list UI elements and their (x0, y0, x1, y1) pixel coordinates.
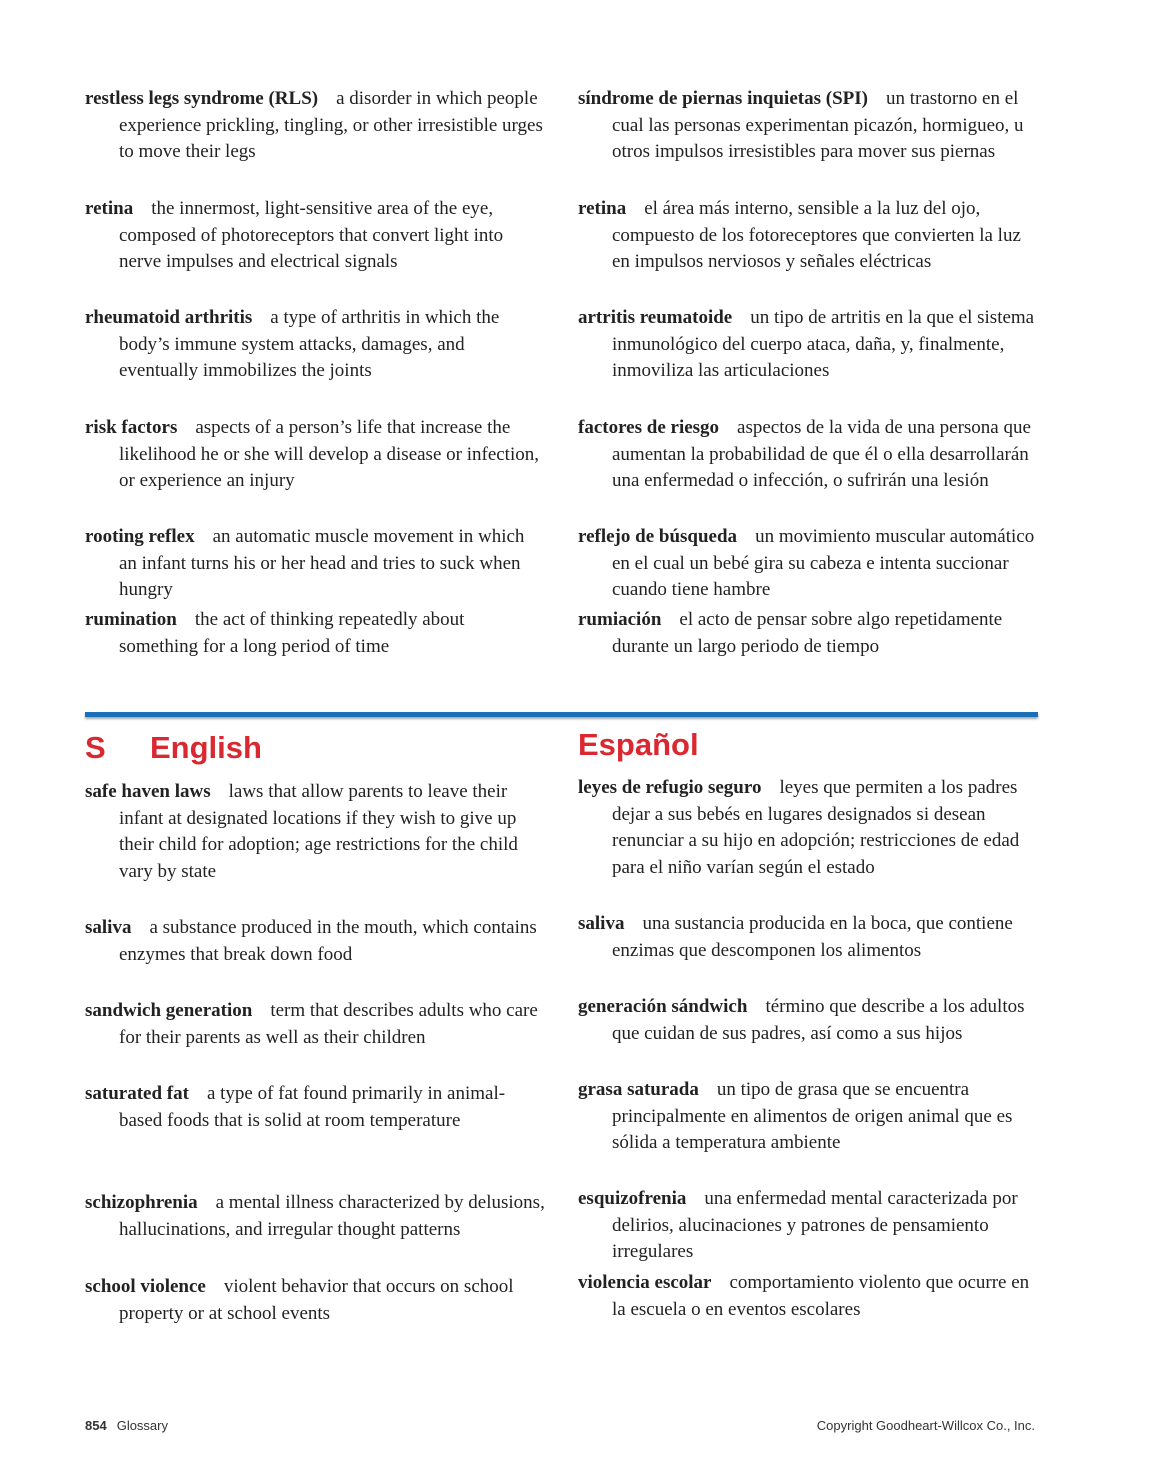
glossary-entry (85, 607, 547, 660)
entry-term: retina (578, 198, 627, 219)
glossary-entry (578, 1077, 1040, 1157)
section-divider (85, 712, 1038, 717)
glossary-entry (85, 998, 547, 1051)
entry-term: violencia escolar (578, 1272, 712, 1293)
entry-term: risk factors (85, 417, 178, 438)
entry-term: generación sándwich (578, 996, 748, 1017)
entry-definition: a disorder in which people experience prickling, tingling, or other irresistible urges to move their legs (119, 88, 543, 162)
entry-term: saliva (578, 913, 625, 934)
entry-definition: the innermost, light-sensitive area of the eye, composed of photoreceptors that convert light into nerve impulses and electrical signals (119, 198, 504, 272)
entry-definition: el área más interno, sensible a la luz del ojo, compuesto de los fotoreceptores que convierten la luz en impulsos nerviosos y señales eléctricas (612, 198, 1021, 272)
glossary-entry (85, 779, 547, 885)
entry-definition: comportamiento violento que ocurre en la escuela o en eventos escolares (612, 1272, 1030, 1320)
entry-definition: a substance produced in the mouth, which contains enzymes that break down food (119, 917, 537, 965)
glossary-entry (578, 524, 1040, 604)
glossary-entry (578, 994, 1040, 1047)
entry-term: síndrome de piernas inquietas (SPI) (578, 88, 868, 109)
glossary-entry (578, 607, 1040, 660)
glossary-entry (85, 1081, 547, 1134)
entry-term: artritis reumatoide (578, 307, 733, 328)
entry-term: sandwich generation (85, 1000, 253, 1021)
glossary-entry (85, 86, 547, 166)
entry-term: school violence (85, 1276, 206, 1297)
glossary-entry (578, 196, 1040, 276)
glossary-entry (578, 305, 1040, 385)
entry-definition: a mental illness characterized by delusions, hallucinations, and irregular thought patterns (119, 1192, 545, 1240)
glossary-entry (85, 1274, 547, 1327)
entry-term: rheumatoid arthritis (85, 307, 253, 328)
entry-definition: term that describes adults who care for their parents as well as their children (119, 1000, 538, 1048)
footer-section: Glossary (116, 1418, 168, 1433)
spanish-heading: Español (578, 727, 699, 762)
glossary-entry (85, 1190, 547, 1243)
entry-definition: violent behavior that occurs on school property or at school events (119, 1276, 514, 1324)
entry-definition: un trastorno en el cual las personas experimentan picazón, hormigueo, u otros impulsos irresistibles para mover sus piernas (612, 88, 1024, 162)
entry-term: restless legs syndrome (RLS) (85, 88, 319, 109)
entry-definition: an automatic muscle movement in which an infant turns his or her head and tries to suck when hungry (119, 526, 525, 600)
entry-definition: leyes que permiten a los padres dejar a sus bebés en lugares designados si desean renunciar a su hijo en adopción; restricciones de edad para el niño varían según el estado (612, 777, 1020, 878)
entry-definition: término que describe a los adultos que cuidan de sus padres, así como a sus hijos (612, 996, 1025, 1044)
entry-term: retina (85, 198, 134, 219)
glossary-entry (578, 1270, 1040, 1323)
entry-term: esquizofrenia (578, 1188, 687, 1209)
glossary-entry (85, 415, 547, 495)
glossary-entry (85, 196, 547, 276)
entry-definition: un tipo de artritis en la que el sistema inmunológico del cuerpo ataca, daña, y, finalmente, inmoviliza las articulaciones (612, 307, 1035, 381)
page-footer-left (85, 1418, 168, 1433)
glossary-entry (578, 86, 1040, 166)
entry-definition: aspectos de la vida de una persona que aumentan la probabilidad de que él o ella desarrollarán una enfermedad o infección, o sufrirán una lesión (612, 417, 1031, 491)
entry-definition: the act of thinking repeatedly about something for a long period of time (119, 609, 465, 657)
entry-term: rumiación (578, 609, 662, 630)
entry-definition: una enfermedad mental caracterizada por delirios, alucinaciones y patrones de pensamiento irregulares (612, 1188, 1018, 1262)
entry-definition: el acto de pensar sobre algo repetidamente durante un largo periodo de tiempo (612, 609, 1003, 657)
page-number: 854 (85, 1418, 107, 1433)
glossary-entry (578, 1186, 1040, 1266)
glossary-entry (85, 305, 547, 385)
entry-definition: una sustancia producida en la boca, que contiene enzimas que descomponen los alimentos (612, 913, 1013, 961)
entry-term: grasa saturada (578, 1079, 699, 1100)
entry-term: leyes de refugio seguro (578, 777, 762, 798)
entry-term: saturated fat (85, 1083, 189, 1104)
glossary-entry (578, 775, 1040, 881)
entry-term: saliva (85, 917, 132, 938)
entry-definition: laws that allow parents to leave their infant at designated locations if they wish to give up their child for adoption; age restrictions for the child vary by state (119, 781, 518, 882)
glossary-entry (85, 524, 547, 604)
entry-term: rumination (85, 609, 177, 630)
glossary-entry (85, 915, 547, 968)
entry-definition: un tipo de grasa que se encuentra principalmente en alimentos de origen animal que es sólida a temperatura ambiente (612, 1079, 1013, 1153)
english-heading: English (150, 730, 262, 765)
entry-definition: aspects of a person’s life that increase the likelihood he or she will develop a disease or infection, or experience an injury (119, 417, 539, 491)
entry-definition: a type of arthritis in which the body’s immune system attacks, damages, and eventually immobilizes the joints (119, 307, 500, 381)
entry-term: rooting reflex (85, 526, 195, 547)
entry-term: reflejo de búsqueda (578, 526, 738, 547)
section-letter: S (85, 730, 106, 765)
entry-definition: un movimiento muscular automático en el cual un bebé gira su cabeza e intenta succionar cuando tiene hambre (612, 526, 1035, 600)
glossary-entry (578, 415, 1040, 495)
glossary-entry (578, 911, 1040, 964)
entry-term: safe haven laws (85, 781, 211, 802)
entry-definition: a type of fat found primarily in animal-based foods that is solid at room temperature (119, 1083, 506, 1131)
copyright-notice: Copyright Goodheart-Willcox Co., Inc. (816, 1418, 1035, 1433)
entry-term: schizophrenia (85, 1192, 198, 1213)
entry-term: factores de riesgo (578, 417, 720, 438)
